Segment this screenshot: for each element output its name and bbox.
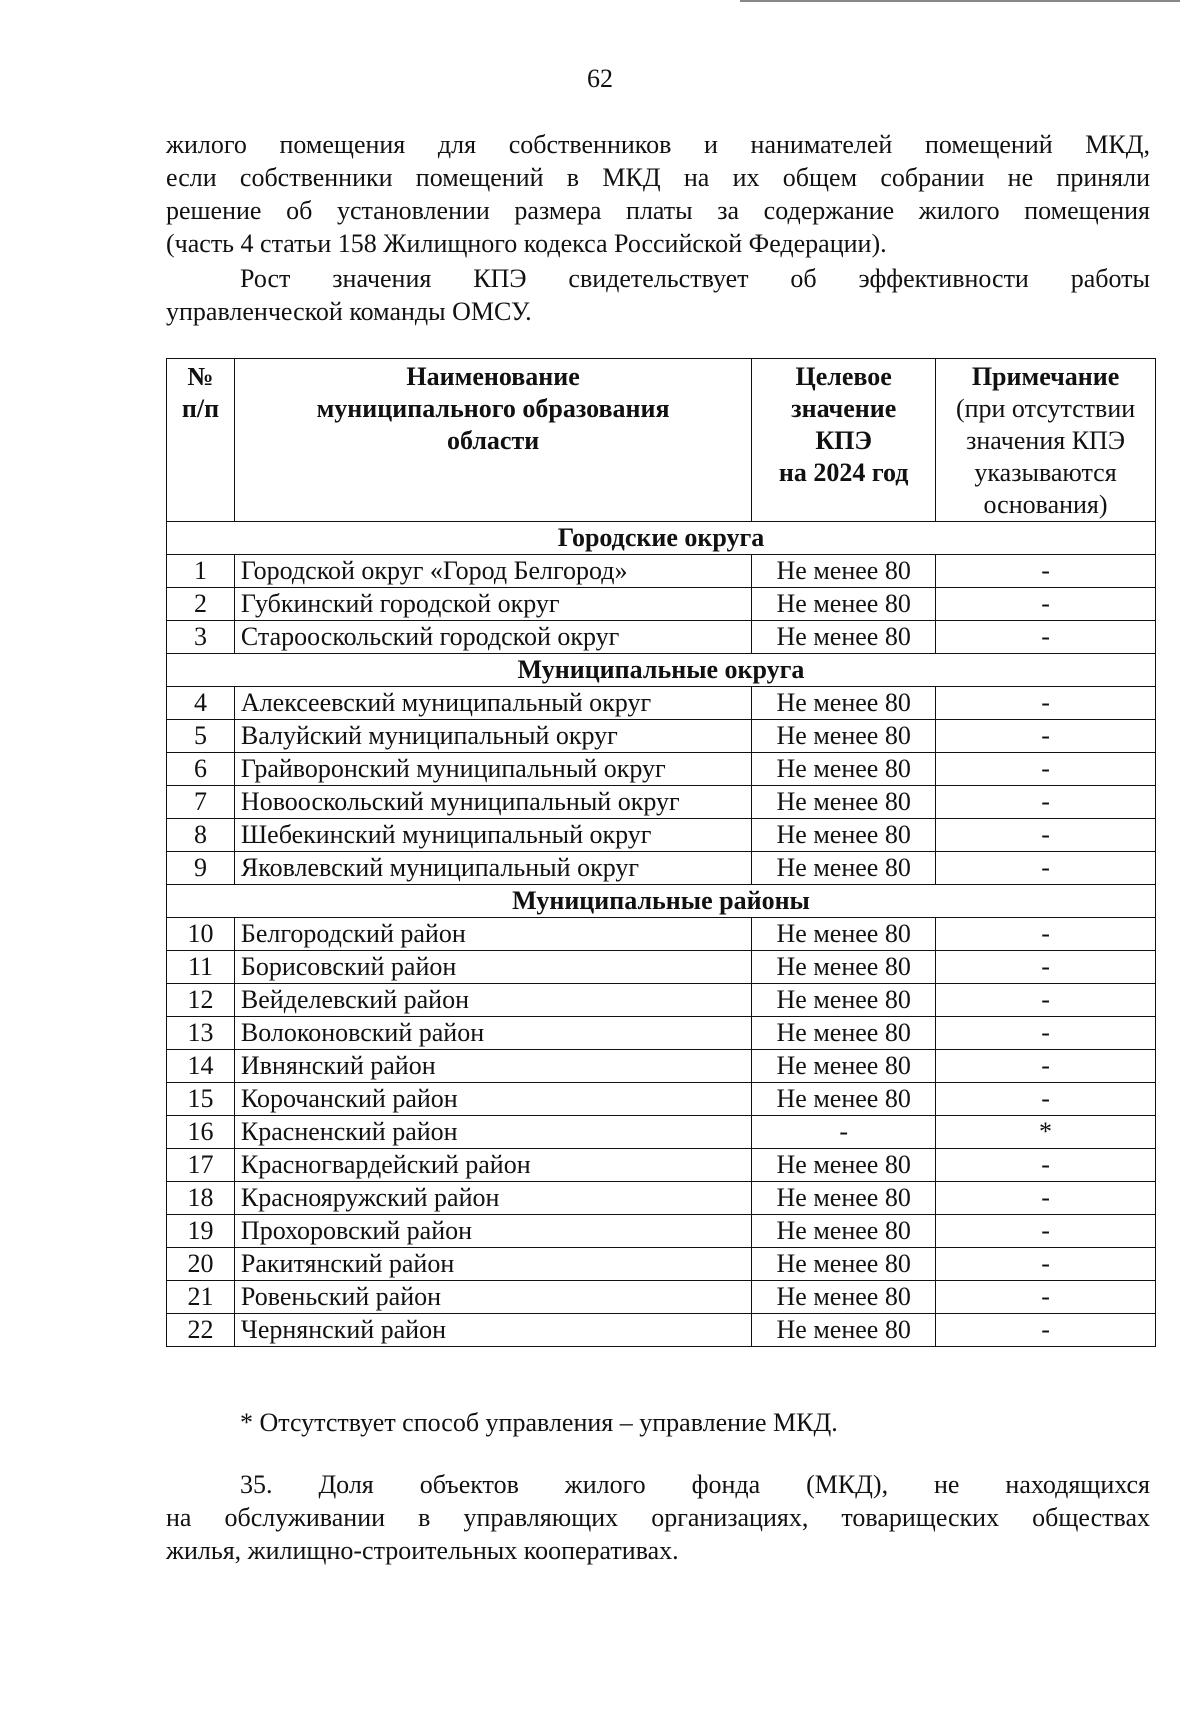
row-note: - — [936, 819, 1156, 852]
row-note: - — [936, 1281, 1156, 1314]
kpe-target: Не менее 80 — [752, 918, 936, 951]
kpe-target: Не менее 80 — [752, 588, 936, 621]
header-line: п/п — [181, 394, 220, 423]
municipality-name: Новооскольский муниципальный округ — [234, 786, 751, 819]
paragraph-line: жилья, жилищно-строительных кооперативах. — [166, 1536, 679, 1565]
table-row — [167, 1116, 1156, 1149]
kpe-target: Не менее 80 — [752, 786, 936, 819]
header-target — [752, 359, 936, 522]
municipality-name: Губкинский городской округ — [234, 588, 751, 621]
row-number: 22 — [167, 1314, 235, 1347]
municipality-name: Ровеньский район — [234, 1281, 751, 1314]
municipality-name: Городской округ «Город Белгород» — [234, 555, 751, 588]
row-number: 7 — [167, 786, 235, 819]
row-number: 14 — [167, 1050, 235, 1083]
kpe-target: Не менее 80 — [752, 753, 936, 786]
kpe-target: Не менее 80 — [752, 819, 936, 852]
kpe-target: - — [752, 1116, 936, 1149]
paragraph-line: управленческой команды ОМСУ. — [166, 297, 532, 326]
row-note: - — [936, 1149, 1156, 1182]
table-row — [167, 1149, 1156, 1182]
kpe-target: Не менее 80 — [752, 1281, 936, 1314]
municipality-name: Старооскольский городской округ — [234, 621, 751, 654]
kpe-target: Не менее 80 — [752, 951, 936, 984]
municipality-name: Краснояружский район — [234, 1182, 751, 1215]
header-line: Наименование — [406, 362, 580, 391]
row-note: - — [936, 588, 1156, 621]
section-title: Муниципальные округа — [167, 654, 1156, 687]
section-row — [167, 522, 1156, 555]
paragraph-line: Рост значения КПЭ свидетельствует об эффективности работы — [240, 264, 1150, 293]
table-row — [167, 918, 1156, 951]
row-note: - — [936, 786, 1156, 819]
paragraph-intro — [166, 128, 1150, 260]
kpe-target: Не менее 80 — [752, 1083, 936, 1116]
paragraph-growth — [166, 262, 1150, 328]
municipality-name: Чернянский район — [234, 1314, 751, 1347]
header-note — [936, 359, 1156, 522]
table-row — [167, 1083, 1156, 1116]
row-number: 9 — [167, 852, 235, 885]
row-number: 2 — [167, 588, 235, 621]
row-note: - — [936, 1314, 1156, 1347]
kpe-target: Не менее 80 — [752, 1050, 936, 1083]
municipality-name: Грайворонский муниципальный округ — [234, 753, 751, 786]
page-number: 62 — [587, 64, 613, 93]
kpe-target: Не менее 80 — [752, 1182, 936, 1215]
paragraph-line: (часть 4 статьи 158 Жилищного кодекса Российской Федерации). — [166, 229, 887, 258]
row-note: - — [936, 753, 1156, 786]
table-row — [167, 1182, 1156, 1215]
row-note: - — [936, 918, 1156, 951]
paragraph-line: жилого помещения для собственников и нанимателей помещений МКД, — [166, 130, 1150, 159]
header-line: значение — [791, 394, 897, 423]
row-number: 3 — [167, 621, 235, 654]
table-row — [167, 786, 1156, 819]
section-row — [167, 885, 1156, 918]
kpe-target: Не менее 80 — [752, 1215, 936, 1248]
table-row — [167, 1248, 1156, 1281]
row-note: - — [936, 984, 1156, 1017]
paragraph-line: на обслуживании в управляющих организациях, товарищеских обществах — [166, 1503, 1150, 1532]
row-number: 21 — [167, 1281, 235, 1314]
table-header-row — [167, 359, 1156, 522]
kpe-target: Не менее 80 — [752, 687, 936, 720]
header-line: (при отсутствии — [955, 394, 1136, 423]
row-number: 5 — [167, 720, 235, 753]
scan-edge-line — [740, 0, 1180, 2]
municipality-name: Красногвардейский район — [234, 1149, 751, 1182]
row-note: - — [936, 687, 1156, 720]
table-row — [167, 1017, 1156, 1050]
row-number: 17 — [167, 1149, 235, 1182]
row-note: - — [936, 1050, 1156, 1083]
row-note: * — [936, 1116, 1156, 1149]
table-row — [167, 951, 1156, 984]
row-number: 18 — [167, 1182, 235, 1215]
row-number: 1 — [167, 555, 235, 588]
kpe-target: Не менее 80 — [752, 852, 936, 885]
row-number: 11 — [167, 951, 235, 984]
municipality-name: Красненский район — [234, 1116, 751, 1149]
section-row — [167, 654, 1156, 687]
paragraph-item-35 — [166, 1468, 1150, 1567]
table-row — [167, 621, 1156, 654]
header-line: основания) — [983, 490, 1108, 519]
table-row — [167, 1215, 1156, 1248]
row-note: - — [936, 1248, 1156, 1281]
table-row — [167, 819, 1156, 852]
header-line: области — [446, 426, 540, 455]
footnote: * Отсутствует способ управления – управление МКД. — [240, 1408, 838, 1437]
kpe-target: Не менее 80 — [752, 555, 936, 588]
row-note: - — [936, 1017, 1156, 1050]
header-line: № — [187, 362, 214, 391]
municipality-name: Волоконовский район — [234, 1017, 751, 1050]
row-note: - — [936, 720, 1156, 753]
table-row — [167, 753, 1156, 786]
table-body — [167, 522, 1156, 1347]
kpe-target: Не менее 80 — [752, 1149, 936, 1182]
kpe-target: Не менее 80 — [752, 1248, 936, 1281]
paragraph-line: решение об установлении размера платы за содержание жилого помещения — [166, 196, 1150, 225]
row-number: 6 — [167, 753, 235, 786]
row-number: 15 — [167, 1083, 235, 1116]
row-number: 19 — [167, 1215, 235, 1248]
row-note: - — [936, 852, 1156, 885]
header-line: на 2024 год — [778, 458, 909, 487]
municipality-name: Яковлевский муниципальный округ — [234, 852, 751, 885]
row-number: 16 — [167, 1116, 235, 1149]
table-row — [167, 687, 1156, 720]
section-title: Муниципальные районы — [167, 885, 1156, 918]
municipality-name: Прохоровский район — [234, 1215, 751, 1248]
table-row — [167, 1314, 1156, 1347]
table-row — [167, 1281, 1156, 1314]
table-row — [167, 555, 1156, 588]
municipality-name: Корочанский район — [234, 1083, 751, 1116]
row-number: 10 — [167, 918, 235, 951]
table-row — [167, 588, 1156, 621]
row-number: 4 — [167, 687, 235, 720]
row-note: - — [936, 621, 1156, 654]
kpe-target: Не менее 80 — [752, 621, 936, 654]
header-line: указываются — [974, 458, 1117, 487]
header-num — [167, 359, 235, 522]
row-note: - — [936, 1182, 1156, 1215]
row-note: - — [936, 1215, 1156, 1248]
header-line: Целевое — [795, 362, 892, 391]
kpe-table — [166, 358, 1156, 1347]
municipality-name: Шебекинский муниципальный округ — [234, 819, 751, 852]
paragraph-line: 35. Доля объектов жилого фонда (МКД), не находящихся — [240, 1470, 1150, 1499]
row-number: 8 — [167, 819, 235, 852]
header-line: значения КПЭ — [966, 426, 1125, 455]
header-line: Примечание — [971, 362, 1120, 391]
header-line: КПЭ — [815, 426, 873, 455]
row-note: - — [936, 951, 1156, 984]
kpe-target: Не менее 80 — [752, 1017, 936, 1050]
header-line: муниципального образования — [316, 394, 670, 423]
row-note: - — [936, 555, 1156, 588]
kpe-target: Не менее 80 — [752, 1314, 936, 1347]
municipality-name: Белгородский район — [234, 918, 751, 951]
table-row — [167, 720, 1156, 753]
paragraph-line: если собственники помещений в МКД на их общем собрании не приняли — [166, 163, 1150, 192]
kpe-target: Не менее 80 — [752, 720, 936, 753]
section-title: Городские округа — [167, 522, 1156, 555]
header-name — [234, 359, 751, 522]
municipality-name: Вейделевский район — [234, 984, 751, 1017]
municipality-name: Валуйский муниципальный округ — [234, 720, 751, 753]
row-note: - — [936, 1083, 1156, 1116]
row-number: 13 — [167, 1017, 235, 1050]
table-row — [167, 852, 1156, 885]
municipality-name: Ивнянский район — [234, 1050, 751, 1083]
municipality-name: Ракитянский район — [234, 1248, 751, 1281]
row-number: 20 — [167, 1248, 235, 1281]
municipality-name: Алексеевский муниципальный округ — [234, 687, 751, 720]
table-row — [167, 1050, 1156, 1083]
table-row — [167, 984, 1156, 1017]
kpe-target: Не менее 80 — [752, 984, 936, 1017]
row-number: 12 — [167, 984, 235, 1017]
municipality-name: Борисовский район — [234, 951, 751, 984]
